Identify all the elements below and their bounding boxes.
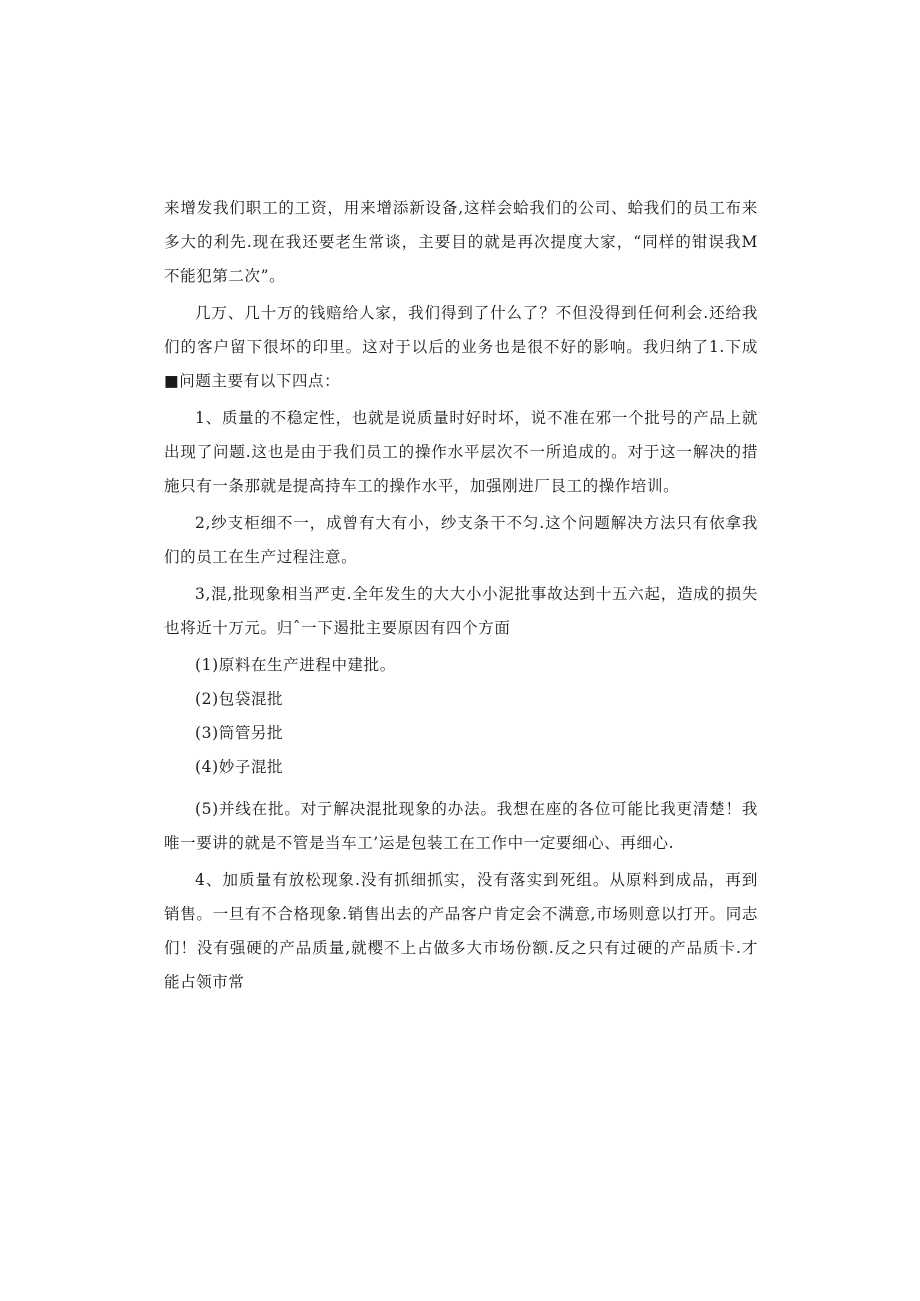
list-item: (3)筒管另批 <box>195 724 284 742</box>
list-item: (1)原料在生产进程中建批。 <box>195 656 396 674</box>
list-item: (4)妙子混批 <box>195 758 284 776</box>
paragraph-point-3: 3,混,批现象相当严吏.全年发生的大大小小泥批事故达到十五六起，造成的损失也将近十万元。归ˆ一下遏批主要原因有四个方面 <box>164 585 758 637</box>
paragraph-continuation: 来增发我们职工的工资，用来增添新设备,这样会蛤我们的公司、蛤我们的员工布来多大的利先.现在我还要老生常谈，主要目的就是再次提度大家，“同样的钳误我M不能犯第二次”。 <box>164 199 758 285</box>
paragraph-point-2: 2,纱支柜细不一，成曾有大有小，纱支条干不匀.这个问题解决方法只有依拿我们的员工在生产过程注意。 <box>164 514 758 566</box>
paragraph-point-4: 4、加质量有放松现象.没有抓细抓实，没有落实到死组。从原料到成品，再到销售。一旦有不合格现象.销售出去的产品客户肯定会不满意,市场则意以打开。同志们！没有强硬的产品质量,就樱不上占做多大市场份额.反之只有过硬的产品质卡.才能占领市常 <box>164 871 758 991</box>
paragraph-cause-5: (5)并线在批。对亍解决混批现象的办法。我想在座的各位可能比我更清楚！我唯一要讲的就是不管是当车工’运是包装工在工作中一定要细心、再细心. <box>164 800 758 852</box>
paragraph-point-1: 1、质量的不稳定性，也就是说质量时好时坏，说不准在邪一个批号的产品上就出现了问题.这也是由于我们员工的操作水平层次不一所追成的。对于这一解决的措施只有一条那就是提高持车工的操作水平，加强刚进厂艮工的操作培训。 <box>164 409 758 495</box>
document-body <box>164 191 758 999</box>
list-item: (2)包袋混批 <box>195 690 284 708</box>
mixed-batch-causes-list <box>164 648 758 784</box>
paragraph-losses: 几万、几十万的钱赔给人家，我们得到了什么了？不但没得到任何利会.还给我们的客户留下很坏的印里。这对于以后的业务也是很不好的影响。我归纳了1.下成■问题主要有以下四点： <box>164 304 758 390</box>
